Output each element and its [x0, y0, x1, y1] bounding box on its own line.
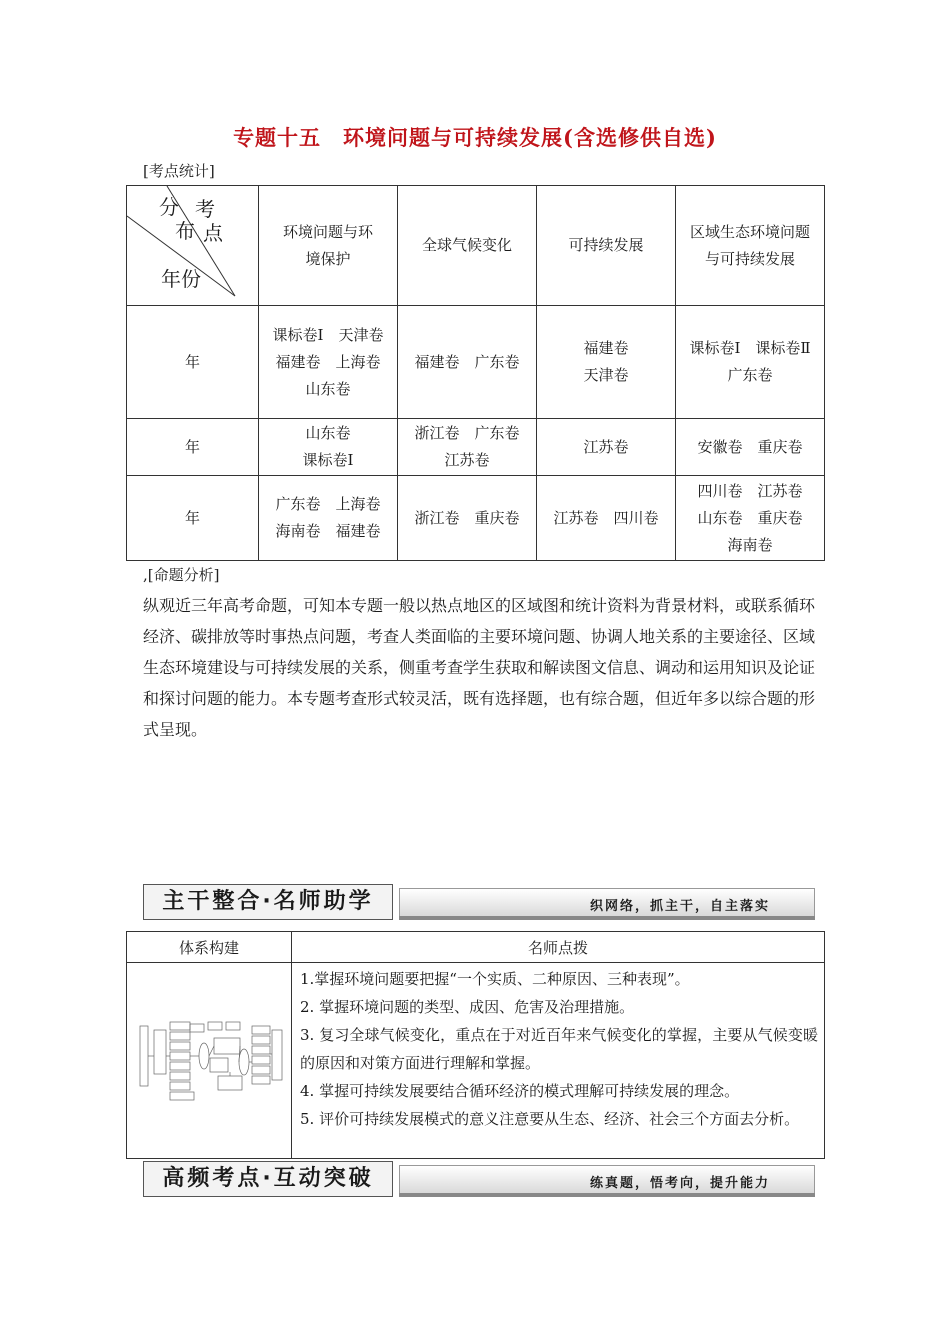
table-cell: 山东卷 课标卷Ⅰ — [259, 419, 398, 476]
column-header: 可持续发展 — [537, 186, 676, 306]
table-cell: 课标卷Ⅰ 课标卷Ⅱ 广东卷 — [676, 306, 825, 419]
table-cell: 四川卷 江苏卷 山东卷 重庆卷 海南卷 — [676, 476, 825, 561]
corner-year: 年份 — [161, 267, 201, 291]
table-cell: 课标卷Ⅰ 天津卷 福建卷 上海卷 山东卷 — [259, 306, 398, 419]
exam-statistics-table — [126, 185, 825, 561]
concept-map-diagram — [134, 1016, 284, 1102]
concept-map-cell — [127, 963, 292, 1159]
corner-kao: 考 — [195, 197, 215, 221]
table-cell: 安徽卷 重庆卷 — [676, 419, 825, 476]
banner-tagline: 织网络，抓主干，自主落实 — [589, 899, 770, 914]
corner-dian: 点 — [203, 221, 223, 245]
tip-item: 5. 评价可持续发展模式的意义注意要从生态、经济、社会三个方面去分析。 — [300, 1110, 800, 1128]
tip-item: 2. 掌握环境问题的类型、成因、危害及治理措施。 — [300, 998, 635, 1016]
table-cell: 福建卷 天津卷 — [537, 306, 676, 419]
table-cell: 江苏卷 四川卷 — [537, 476, 676, 561]
tip-item: 4. 掌握可持续发展要结合循环经济的模式理解可持续发展的理念。 — [300, 1082, 740, 1100]
tip-item: 1.掌握环境问题要把握“一个实质、二种原因、三种表现”。 — [300, 970, 690, 988]
analysis-label: ,[命题分析] — [143, 566, 220, 584]
section-banner-main — [143, 884, 813, 920]
banner-shadow — [399, 916, 815, 920]
stats-label: [考点统计] — [143, 162, 215, 180]
column-header: 环境问题与环境保护 — [259, 186, 398, 306]
banner-tagline: 练真题，悟考向，提升能力 — [589, 1176, 770, 1191]
tips-header-right: 名师点拨 — [292, 932, 825, 963]
corner-fen: 分 — [159, 195, 179, 219]
banner-label: 主干整合·名师助学 — [143, 884, 393, 920]
year-cell: 年 — [127, 306, 259, 419]
corner-header-cell — [127, 186, 259, 306]
table-cell: 江苏卷 — [537, 419, 676, 476]
column-header: 全球气候变化 — [398, 186, 537, 306]
year-cell: 年 — [127, 419, 259, 476]
table-cell: 浙江卷 广东卷 江苏卷 — [398, 419, 537, 476]
column-header: 区域生态环境问题 与可持续发展 — [676, 186, 825, 306]
table-cell: 福建卷 广东卷 — [398, 306, 537, 419]
section-banner-hot — [143, 1161, 813, 1197]
table-cell: 浙江卷 重庆卷 — [398, 476, 537, 561]
corner-bu: 布 — [175, 219, 195, 243]
banner-bar — [399, 888, 815, 918]
table-cell: 广东卷 上海卷 海南卷 福建卷 — [259, 476, 398, 561]
banner-bar — [399, 1165, 815, 1195]
tips-cell — [292, 963, 825, 1159]
banner-shadow — [399, 1193, 815, 1197]
system-tips-table — [126, 931, 825, 1159]
banner-label: 高频考点·互动突破 — [143, 1161, 393, 1197]
tip-item: 3. 复习全球气候变化，重点在于对近百年来气候变化的掌握，主要从气候变暖的原因和对策方面进行理解和掌握。 — [300, 1026, 818, 1072]
year-cell: 年 — [127, 476, 259, 561]
analysis-paragraph: 纵观近三年高考命题，可知本专题一般以热点地区的区域图和统计资料为背景材料，或联系循环经济、碳排放等时事热点问题，考查人类面临的主要环境问题、协调人地关系的主要途径、区域生态环境建设与可持续发展的关系，侧重考查学生获取和解读图文信息、调动和运用知识及论证和探讨问题的能力。本专题考查形式较灵活，既有选择题，也有综合题，但近年多以综合题的形式呈现。 — [143, 596, 816, 739]
tips-header-left: 体系构建 — [127, 932, 292, 963]
page-title: 专题十五 环境问题与可持续发展(含选修供自选) — [233, 125, 717, 150]
